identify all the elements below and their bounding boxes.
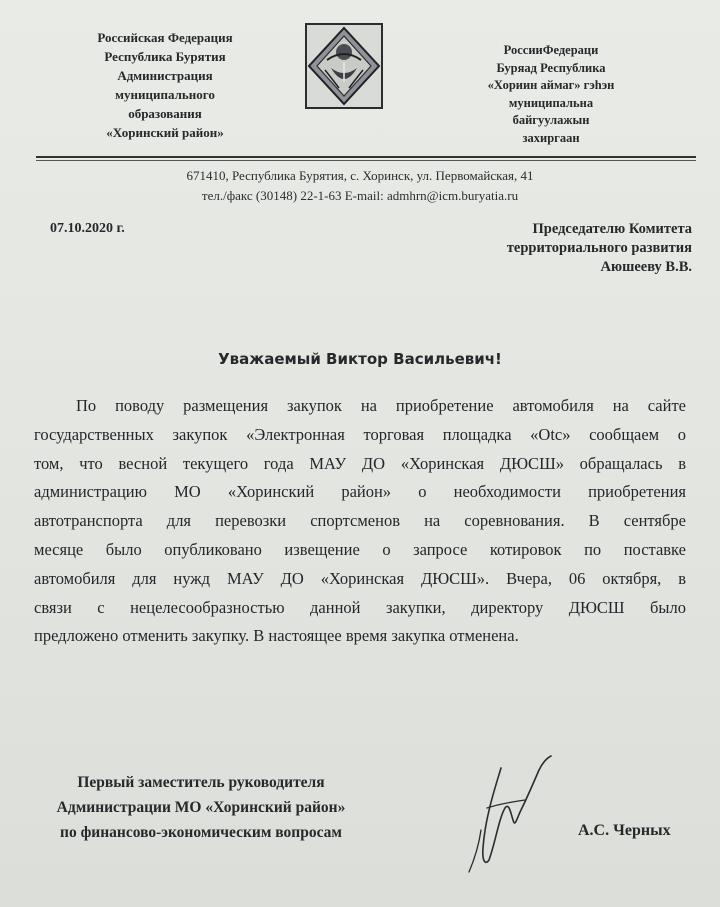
postal-address: 671410, Республика Бурятия, с. Хоринск, ул. Первомайская, 41 [186, 168, 534, 183]
header-left-line: Республика Бурятия [104, 49, 226, 64]
header-right-line: «Хориин аймаг» гэһэн [487, 78, 615, 92]
header-left-line: «Хоринский район» [106, 125, 224, 140]
body-line: месяце было опубликовано извещение о запросе котировок по поставке [34, 539, 686, 559]
position-line: Администрации МО «Хоринский район» [56, 799, 346, 816]
body-line: предложено отменить закупку. В настоящее время закупка отменена. [34, 626, 519, 646]
body-line: администрацию МО «Хоринский район» о необходимости приобретения [34, 482, 686, 502]
header-right-line: захиргаан [522, 130, 580, 145]
position-line: Первый заместитель руководителя [77, 774, 325, 791]
coat-of-arms-icon [303, 22, 385, 110]
address-block [120, 166, 600, 206]
header-left-line: Российская Федерация [97, 30, 233, 45]
recipient-block [420, 220, 692, 277]
signatory-position [6, 770, 396, 845]
contact-line: тел./факс (30148) 22-1-63 E-mail: admhrn@icm.buryatia.ru [201, 188, 519, 203]
recipient-line: Председателю Комитета [532, 221, 692, 237]
header-right-line: Буряад Республика [496, 60, 606, 75]
signer-name: А.С. Черных [578, 822, 671, 839]
header-left-line: муниципального [115, 87, 215, 102]
header-left-line: образования [128, 106, 202, 121]
body-line: автомобиля для нужд МАУ ДО «Хоринская ДЮСШ». Вчера, 06 октября, в [34, 568, 686, 588]
recipient-line: Аюшееву В.В. [600, 259, 692, 275]
body-line: По поводу размещения закупок на приобретение автомобиля на сайте [76, 396, 686, 415]
letter-body [34, 392, 686, 651]
handwritten-signature [455, 748, 565, 878]
salutation: Уважаемый Виктор Васильевич! [218, 350, 502, 368]
header-left-line: Администрация [117, 68, 213, 83]
body-line: том, что весной текущего года МАУ ДО «Хоринская ДЮСШ» обращалась в [34, 453, 686, 473]
header-left-block [70, 28, 260, 142]
header-divider [36, 156, 696, 158]
letter-date: 07.10.2020 г. [50, 221, 125, 236]
recipient-line: территориального развития [506, 240, 692, 256]
body-line: связи с нецелесообразностью данной закупки, директору ДЮСШ было [34, 597, 686, 617]
header-right-line: байгуулажын [512, 113, 590, 127]
header-right-line: РоссииФедераци [503, 43, 599, 57]
header-right-block [456, 42, 646, 147]
header-right-line: муниципальна [508, 95, 594, 110]
header-divider-thin [36, 160, 696, 161]
body-line: государственных закупок «Электронная торговая площадка «Otc» сообщаем о [34, 424, 686, 444]
position-line: по финансово-экономическим вопросам [60, 824, 342, 841]
body-line: автотранспорта для перевозки спортсменов на соревнования. В сентябре [34, 511, 686, 531]
